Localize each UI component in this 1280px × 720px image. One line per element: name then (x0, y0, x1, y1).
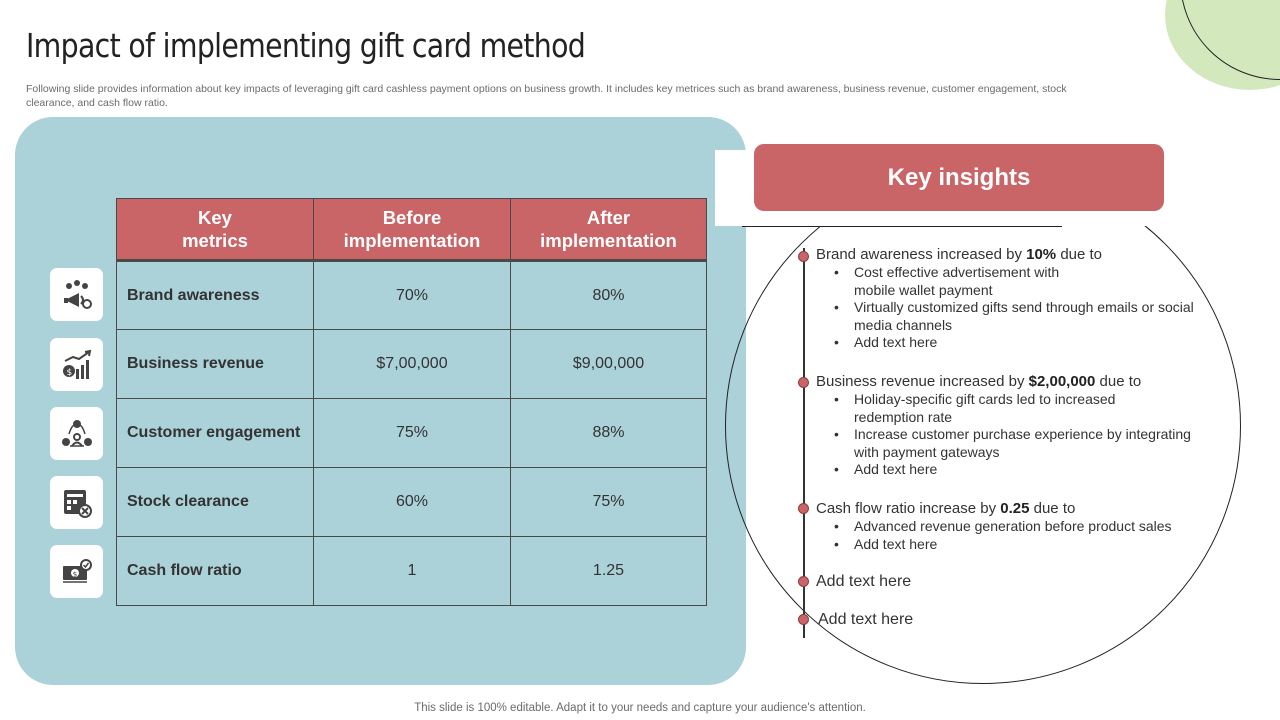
inventory-icon (61, 487, 93, 519)
before-value: 1 (314, 537, 511, 606)
insight-placeholder (818, 611, 913, 629)
insight-brand-awareness (816, 246, 1226, 352)
metric-name: Brand awareness (117, 261, 314, 330)
insight-placeholder (816, 573, 911, 591)
list-item: • Advanced revenue generation before product sales (816, 518, 1216, 536)
svg-text:$: $ (66, 367, 72, 378)
table-row (117, 468, 707, 537)
insight-cash-flow-ratio (816, 500, 1216, 553)
list-item: • Cost effective advertisement with mobile wallet payment (816, 264, 1226, 299)
timeline-dot (798, 503, 809, 514)
page-title: Impact of implementing gift card method (26, 26, 586, 65)
key-insights-heading: Key insights (754, 144, 1164, 211)
metric-name: Stock clearance (117, 468, 314, 537)
insight-bullets (816, 391, 1216, 479)
timeline-dot (798, 614, 809, 625)
before-value: 70% (314, 261, 511, 330)
insight-bullets (816, 264, 1226, 352)
header-after-implementation: After implementation (511, 199, 707, 261)
before-value: 60% (314, 468, 511, 537)
after-value: 88% (511, 399, 707, 468)
svg-text:$: $ (72, 570, 77, 578)
list-item: • Add text here (816, 334, 1226, 352)
metric-name: Cash flow ratio (117, 537, 314, 606)
before-value: $7,00,000 (314, 330, 511, 399)
table-row (117, 399, 707, 468)
table-header-row (117, 199, 707, 261)
table-row (117, 537, 707, 606)
stock-clearance-icon-tile (50, 476, 103, 529)
list-item: • Add text here (816, 461, 1216, 479)
insight-business-revenue (816, 373, 1216, 479)
footer-note: This slide is 100% editable. Adapt it to your needs and capture your audience's attention. (414, 702, 866, 714)
business-revenue-icon-tile (50, 338, 103, 391)
metric-name: Customer engagement (117, 399, 314, 468)
after-value: 75% (511, 468, 707, 537)
header-before-implementation: Before implementation (314, 199, 511, 261)
insight-lead: Brand awareness increased by 10% due to (816, 246, 1103, 263)
insight-lead: Add text here (816, 573, 912, 590)
after-value: 80% (511, 261, 707, 330)
header-key-metrics: Key metrics (117, 199, 314, 261)
list-item: • Virtually customized gifts send through emails or social media channels (816, 299, 1226, 334)
revenue-growth-icon (61, 349, 93, 381)
table-row (117, 330, 707, 399)
timeline-dot (798, 576, 809, 587)
list-item: • Holiday-specific gift cards led to increased redemption rate (816, 391, 1136, 426)
brand-awareness-icon-tile (50, 268, 103, 321)
metrics-table (116, 198, 707, 606)
timeline-dot (798, 377, 809, 388)
insight-lead: Cash flow ratio increase by 0.25 due to (816, 500, 1076, 517)
insights-top-line (742, 226, 1062, 228)
after-value: 1.25 (511, 537, 707, 606)
cash-flow-ratio-icon-tile (50, 545, 103, 598)
insight-lead: Business revenue increased by $2,00,000 due to (816, 373, 1142, 390)
timeline-dot (798, 251, 809, 262)
insight-bullets (816, 518, 1216, 553)
table-row (117, 261, 707, 330)
metric-name: Business revenue (117, 330, 314, 399)
insight-lead: Add text here (818, 611, 914, 628)
page-subtitle: Following slide provides information about key impacts of leveraging gift card cashless payment options on business growth. It includes key metrices such as brand awareness, business revenue, customer engagement, stock clearance, and cash flow ratio. (26, 83, 1067, 109)
before-value: 75% (314, 399, 511, 468)
list-item: • Increase customer purchase experience by integrating with payment gateways (816, 426, 1216, 461)
cash-flow-icon (61, 556, 93, 588)
list-item: • Add text here (816, 536, 1216, 554)
customer-network-icon (61, 418, 93, 450)
after-value: $9,00,000 (511, 330, 707, 399)
megaphone-icon (61, 279, 93, 311)
customer-engagement-icon-tile (50, 407, 103, 460)
